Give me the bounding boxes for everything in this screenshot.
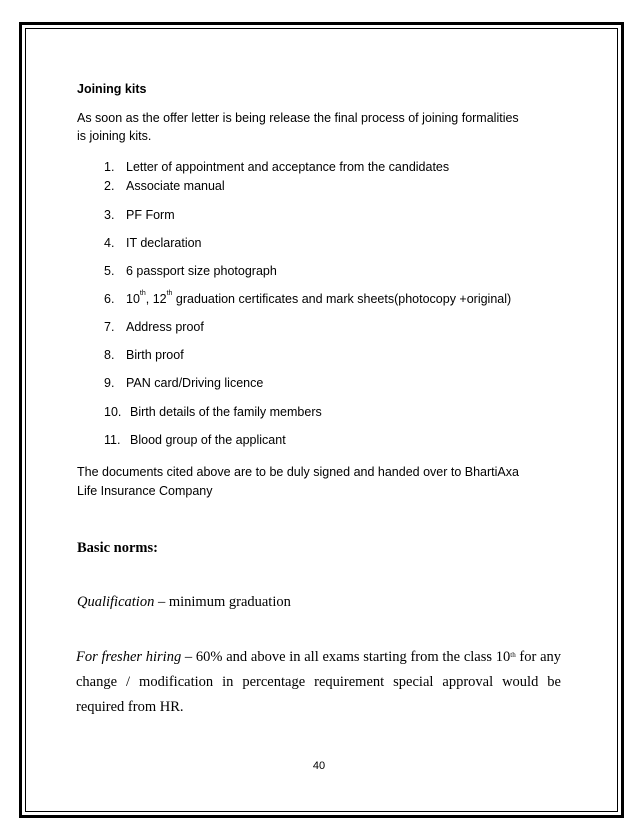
intro-line-1: As soon as the offer letter is being release the final process of joining formalities — [77, 111, 519, 125]
qualification-line: Qualification – minimum graduation — [77, 594, 291, 610]
list-item: 1. Letter of appointment and acceptance from the candidates — [104, 160, 450, 174]
list-item: 6. 10th, 12th graduation certificates and mark sheets(photocopy +original) — [104, 290, 512, 306]
intro-line-2: is joining kits. — [77, 129, 152, 143]
list-item: 10. Birth details of the family members — [104, 405, 322, 419]
closing-line-1: The documents cited above are to be duly signed and handed over to BhartiAxa — [77, 465, 519, 479]
page-number: 40 — [312, 760, 326, 772]
list-item: 7. Address proof — [104, 320, 204, 334]
list-item: 2. Associate manual — [104, 179, 225, 193]
list-item: 4. IT declaration — [104, 236, 202, 250]
list-item: 11. Blood group of the applicant — [104, 433, 286, 447]
fresher-paragraph: For fresher hiring – 60% and above in all exams starting from the class 10th for any change / modification in percentage requirement special approval would be required from HR. — [76, 649, 562, 715]
section-heading: Joining kits — [77, 82, 147, 96]
list-item: 3. PF Form — [104, 208, 175, 222]
norms-heading: Basic norms: — [77, 540, 158, 556]
closing-line-2: Life Insurance Company — [77, 484, 213, 498]
list-item: 5. 6 passport size photograph — [104, 264, 277, 278]
list-item: 9. PAN card/Driving licence — [104, 376, 264, 390]
list-item: 8. Birth proof — [104, 348, 184, 362]
